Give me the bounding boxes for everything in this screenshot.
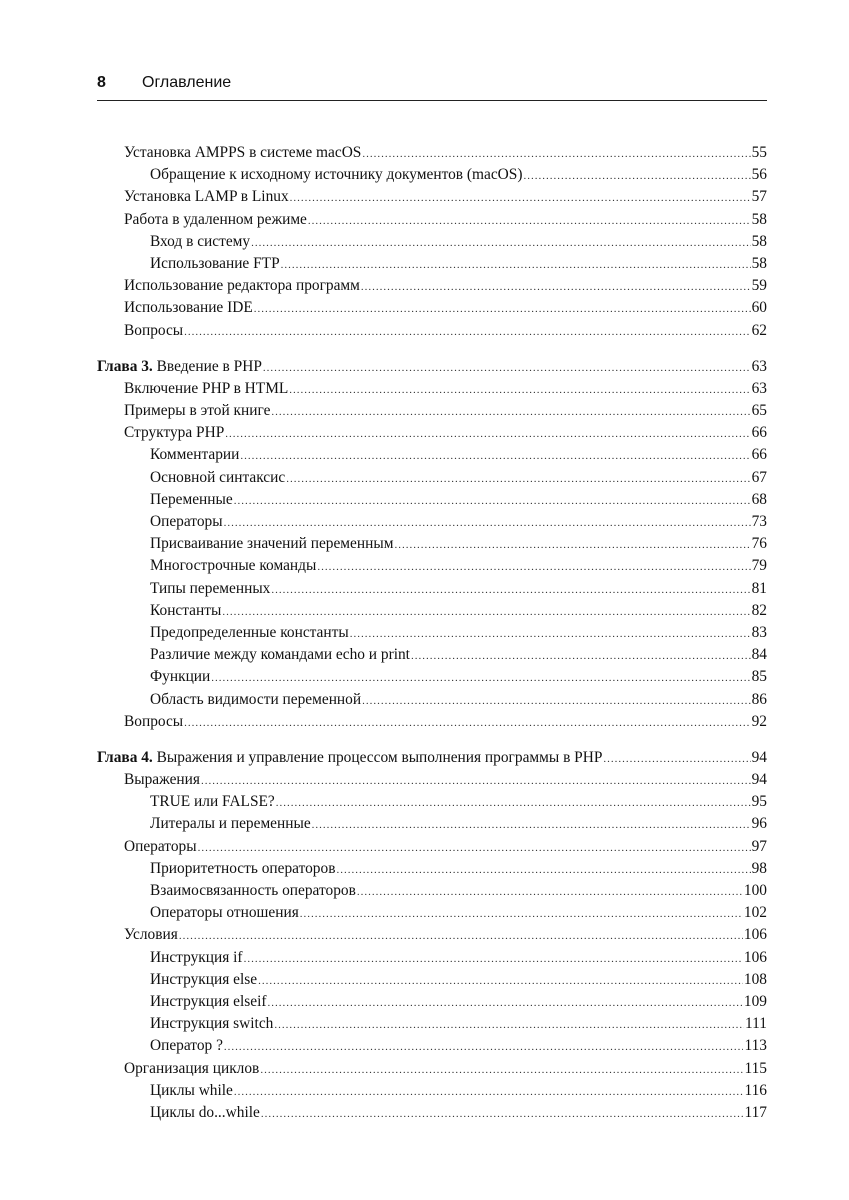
toc-entry[interactable]	[97, 769, 767, 791]
toc-entry[interactable]	[97, 422, 767, 444]
dot-leader	[336, 859, 750, 881]
dot-leader	[362, 143, 750, 165]
toc-entry-title	[150, 555, 316, 577]
toc-entry[interactable]	[97, 880, 767, 902]
page-ref: 117	[744, 1103, 767, 1121]
toc-entry-title	[124, 769, 200, 791]
toc-entry-title	[124, 836, 197, 858]
toc-entry-title	[150, 533, 393, 555]
toc-entry-title	[97, 356, 262, 378]
dot-leader	[201, 770, 751, 792]
toc-entry-title	[150, 231, 250, 253]
entry-title-text: Присваивание значений переменным	[150, 535, 394, 553]
entry-title-text: Условия	[124, 926, 178, 944]
dot-leader	[222, 601, 750, 623]
dot-leader	[271, 579, 750, 601]
table-of-contents	[97, 142, 767, 1124]
entry-title-text: Использование FTP	[150, 254, 280, 272]
dot-leader	[244, 948, 743, 970]
toc-entry[interactable]	[97, 666, 767, 688]
dot-leader	[290, 187, 751, 209]
toc-entry[interactable]	[97, 444, 767, 466]
entry-title-text: Взаимосвязанность операторов	[150, 882, 356, 899]
page-ref: 76	[751, 535, 767, 553]
toc-entry[interactable]	[97, 858, 767, 880]
toc-entry[interactable]	[97, 902, 767, 924]
dot-leader	[524, 165, 751, 187]
toc-chapter-entry[interactable]	[97, 747, 767, 769]
entry-title-text: Основной синтаксис	[150, 468, 286, 486]
page-ref: 73	[751, 513, 767, 530]
dot-leader	[260, 1059, 743, 1081]
page-ref: 81	[751, 579, 767, 597]
toc-entry[interactable]	[97, 644, 767, 666]
toc-entry[interactable]	[97, 711, 767, 733]
entry-title-text: Выражения и управление процессом выполнения программы в PHP	[156, 748, 603, 766]
page-ref: 98	[751, 859, 767, 877]
toc-entry-title	[124, 275, 360, 297]
toc-section	[97, 747, 767, 1124]
dot-leader	[317, 556, 750, 578]
dot-leader	[234, 1081, 744, 1103]
toc-entry-title	[124, 1058, 259, 1080]
page-ref: 92	[751, 712, 767, 730]
page-ref: 62	[751, 321, 767, 339]
dot-leader	[179, 925, 743, 947]
toc-entry-title	[150, 880, 356, 902]
toc-entry[interactable]	[97, 836, 767, 858]
toc-entry-title	[124, 320, 183, 342]
page-ref: 58	[751, 210, 767, 228]
entry-title-text: Установка LAMP в Linux	[124, 188, 289, 206]
page-ref: 67	[751, 468, 767, 486]
entry-title-text: Вход в систему	[150, 232, 251, 250]
dot-leader	[258, 970, 743, 992]
page-ref: 95	[751, 793, 767, 811]
entry-title-text: Вопросы	[124, 712, 184, 730]
toc-entry-title	[124, 422, 224, 444]
running-title: Оглавление	[142, 74, 232, 91]
toc-entry[interactable]	[97, 253, 767, 275]
entry-title-text: Циклы do...while	[150, 1103, 260, 1121]
entry-title-text: Инструкция elseif	[150, 992, 267, 1010]
toc-entry[interactable]	[97, 511, 767, 533]
toc-entry[interactable]	[97, 275, 767, 297]
dot-leader	[261, 1103, 744, 1125]
dot-leader	[362, 690, 751, 712]
chapter-label: Глава 3.	[97, 357, 153, 375]
entry-title-text: Циклы while	[150, 1081, 233, 1099]
dot-leader	[281, 254, 751, 276]
toc-entry-title	[150, 467, 285, 489]
entry-title-text: Приоритетность операторов	[150, 859, 336, 877]
toc-entry-title	[124, 924, 178, 946]
toc-entry[interactable]	[97, 378, 767, 400]
toc-entry-title	[150, 902, 299, 924]
toc-entry[interactable]	[97, 947, 767, 969]
toc-entry-title	[150, 813, 311, 835]
dot-leader	[234, 490, 751, 512]
toc-entry-title	[150, 969, 257, 991]
toc-entry-title	[97, 747, 602, 769]
dot-leader	[300, 903, 743, 925]
entry-title-text: Константы	[150, 601, 222, 619]
toc-entry-title	[150, 791, 275, 813]
dot-leader	[254, 298, 751, 320]
dot-leader	[211, 667, 750, 689]
toc-entry-title	[150, 644, 410, 666]
entry-title-text: Использование IDE	[124, 299, 253, 317]
toc-entry-title	[124, 186, 289, 208]
toc-entry[interactable]	[97, 1013, 767, 1035]
entry-title-text: Операторы отношения	[150, 904, 299, 922]
page-ref: 56	[751, 166, 767, 184]
dot-leader	[361, 276, 751, 298]
dot-leader	[312, 814, 751, 836]
page-ref: 115	[744, 1059, 767, 1077]
toc-entry[interactable]	[97, 924, 767, 946]
page-number: 8	[97, 74, 106, 91]
entry-title-text: Многострочные команды	[150, 557, 317, 575]
entry-title-text: Область видимости переменной	[150, 690, 362, 708]
toc-entry-title	[150, 164, 523, 186]
toc-entry[interactable]	[97, 689, 767, 711]
toc-entry-title	[150, 858, 335, 880]
page-ref: 63	[751, 379, 767, 397]
page-ref: 65	[751, 402, 767, 420]
page-ref: 100	[743, 882, 767, 899]
entry-title-text: Операторы	[150, 513, 223, 530]
toc-entry[interactable]	[97, 813, 767, 835]
page-ref: 102	[743, 904, 767, 922]
toc-entry[interactable]	[97, 1102, 767, 1124]
page-ref: 82	[751, 601, 767, 619]
dot-leader	[274, 1014, 744, 1036]
toc-entry-title	[150, 578, 270, 600]
toc-entry[interactable]	[97, 991, 767, 1013]
toc-entry-title	[150, 600, 221, 622]
toc-entry[interactable]	[97, 1035, 767, 1057]
toc-entry[interactable]	[97, 578, 767, 600]
entry-title-text: Операторы	[124, 837, 197, 855]
dot-leader	[603, 748, 750, 770]
entry-title-text: Различие между командами echo и print	[150, 646, 410, 664]
page-ref: 63	[751, 357, 767, 375]
dot-leader	[350, 623, 751, 645]
page-ref: 79	[751, 557, 767, 575]
toc-entry-title	[150, 947, 243, 969]
page-ref: 66	[751, 446, 767, 464]
toc-entry-title	[150, 1102, 260, 1124]
entry-title-text: Организация циклов	[124, 1059, 260, 1077]
entry-title-text: Структура PHP	[124, 424, 225, 442]
page-ref: 68	[751, 490, 767, 508]
entry-title-text: Использование редактора программ	[124, 277, 360, 295]
toc-entry-title	[124, 378, 288, 400]
entry-title-text: Инструкция else	[150, 970, 258, 988]
toc-entry-title	[124, 711, 183, 733]
toc-section	[97, 142, 767, 342]
entry-title-text: Обращение к исходному источнику документов (macOS)	[150, 166, 523, 184]
toc-entry[interactable]	[97, 231, 767, 253]
chapter-label: Глава 4.	[97, 748, 153, 766]
toc-entry[interactable]	[97, 142, 767, 164]
page-ref: 113	[744, 1037, 767, 1055]
page-ref: 86	[751, 690, 767, 708]
toc-entry[interactable]	[97, 489, 767, 511]
entry-title-text: Функции	[150, 668, 211, 686]
page-ref: 58	[751, 232, 767, 250]
entry-title-text: Вопросы	[124, 321, 184, 339]
page-ref: 96	[751, 815, 767, 833]
entry-title-text: Оператор ?	[150, 1037, 223, 1055]
dot-leader	[276, 792, 751, 814]
entry-title-text: Типы переменных	[150, 579, 271, 597]
toc-entry[interactable]	[97, 555, 767, 577]
entry-title-text: Введение в PHP	[156, 357, 262, 375]
page-ref: 111	[745, 1015, 767, 1033]
toc-chapter-entry[interactable]	[97, 356, 767, 378]
dot-leader	[225, 423, 750, 445]
entry-title-text: Инструкция switch	[150, 1015, 274, 1033]
dot-leader	[286, 468, 750, 490]
page-ref: 66	[751, 424, 767, 442]
dot-leader	[289, 379, 750, 401]
entry-title-text: Работа в удаленном режиме	[124, 210, 307, 228]
dot-leader	[308, 210, 751, 232]
page-ref: 59	[751, 277, 767, 295]
entry-title-text: Примеры в этой книге	[124, 402, 271, 420]
toc-entry[interactable]	[97, 791, 767, 813]
toc-entry-title	[150, 444, 239, 466]
toc-entry[interactable]	[97, 969, 767, 991]
toc-entry-title	[150, 1080, 233, 1102]
toc-entry-title	[150, 511, 223, 533]
toc-entry[interactable]	[97, 1058, 767, 1080]
entry-title-text: Включение PHP в HTML	[124, 379, 289, 397]
dot-leader	[198, 837, 751, 859]
toc-entry-title	[150, 1013, 273, 1035]
dot-leader	[271, 401, 750, 423]
page-ref: 108	[743, 970, 767, 988]
toc-entry[interactable]	[97, 297, 767, 319]
toc-entry[interactable]	[97, 209, 767, 231]
toc-entry-title	[150, 489, 233, 511]
page-ref: 57	[751, 188, 767, 206]
page-ref: 106	[743, 948, 767, 966]
page-ref: 94	[751, 771, 767, 789]
dot-leader	[357, 881, 743, 903]
dot-leader	[251, 232, 751, 254]
entry-title-text: Литералы и переменные	[150, 815, 311, 833]
dot-leader	[263, 357, 751, 379]
page-header	[97, 72, 767, 101]
page-ref: 85	[751, 668, 767, 686]
toc-entry[interactable]	[97, 320, 767, 342]
page-ref: 60	[751, 299, 767, 317]
page-ref: 83	[751, 623, 767, 641]
toc-entry-title	[124, 142, 361, 164]
toc-entry-title	[124, 297, 253, 319]
dot-leader	[411, 645, 751, 667]
page-ref: 55	[751, 144, 767, 161]
toc-entry[interactable]	[97, 533, 767, 555]
dot-leader	[224, 1036, 744, 1058]
entry-title-text: Переменные	[150, 490, 233, 508]
toc-entry-title	[124, 400, 270, 422]
toc-entry[interactable]	[97, 600, 767, 622]
toc-entry-title	[150, 253, 280, 275]
dot-leader	[268, 992, 743, 1014]
toc-entry-title	[124, 209, 307, 231]
page-ref: 97	[751, 837, 767, 855]
toc-entry[interactable]	[97, 622, 767, 644]
page-ref: 106	[743, 926, 767, 944]
dot-leader	[394, 534, 750, 556]
toc-entry-title	[150, 622, 349, 644]
page-ref: 84	[751, 646, 767, 664]
toc-entry[interactable]	[97, 164, 767, 186]
toc-entry-title	[150, 689, 361, 711]
page-ref: 58	[751, 254, 767, 272]
toc-entry-title	[150, 991, 267, 1013]
toc-entry[interactable]	[97, 1080, 767, 1102]
toc-entry-title	[150, 666, 210, 688]
toc-section	[97, 356, 767, 733]
toc-entry[interactable]	[97, 400, 767, 422]
dot-leader	[224, 512, 751, 534]
entry-title-text: Инструкция if	[150, 948, 243, 966]
toc-entry[interactable]	[97, 186, 767, 208]
page-ref: 116	[744, 1081, 767, 1099]
entry-title-text: Предопределенные константы	[150, 623, 349, 641]
page-ref: 109	[743, 992, 767, 1010]
entry-title-text: Выражения	[124, 771, 200, 789]
dot-leader	[240, 445, 750, 467]
entry-title-text: TRUE или FALSE?	[150, 793, 275, 811]
entry-title-text: Комментарии	[150, 446, 240, 464]
entry-title-text: Установка AMPPS в системе macOS	[124, 144, 362, 161]
dot-leader	[184, 321, 750, 343]
dot-leader	[184, 712, 750, 734]
toc-entry-title	[150, 1035, 223, 1057]
page-ref: 94	[751, 748, 767, 766]
toc-entry[interactable]	[97, 467, 767, 489]
